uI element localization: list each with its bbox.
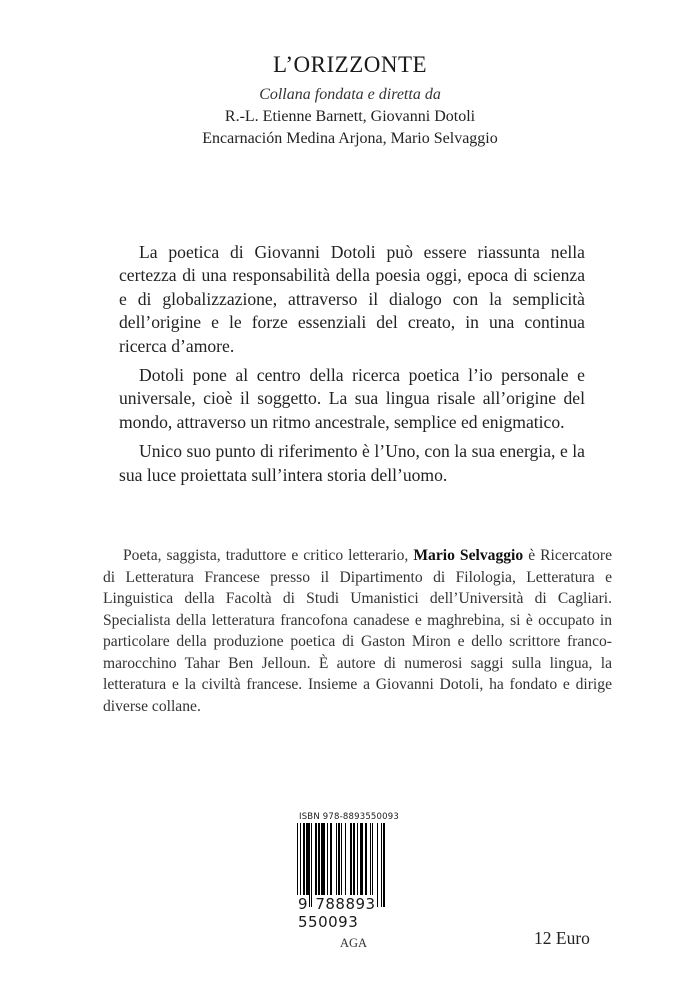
- blurb-paragraph: La poetica di Giovanni Dotoli può essere riassunta nella certezza di una responsabilità della poesia oggi, epoca di scienza e di globalizzazione, attraverso il dialogo con la semplicità dell’origine e le forze essenziali del creato, in una continua ricerca d’amore.: [119, 242, 585, 356]
- bio-paragraph: [103, 545, 612, 717]
- bio-text: è Ricercatore di Letteratura Francese presso il Dipartimento di Filologia, Letteratura e Linguistica della Facoltà di Studi Umanistici dell’Università di Cagliari. Specialista della letteratura francofona canadese e maghrebina, si è occupato in particolare della produzione poetica di Gaston Miron e dello scrittore franco-marocchino Tahar Ben Jelloun. È autore di numerosi saggi sulla lingua, la letteratura e la civiltà francese. Insieme a Giovanni Dotoli, ha fondato e dirige diverse collane.: [103, 547, 612, 715]
- publisher-name: AGA: [340, 936, 368, 950]
- series-title: L’ORIZZONTE: [272, 52, 428, 77]
- blurb-paragraph: Unico suo punto di riferimento è l’Uno, con la sua energia, e la sua luce proiettata sull’intera storia dell’uomo.: [119, 441, 585, 485]
- directors-line-2: Encarnación Medina Arjona, Mario Selvaggio: [202, 130, 498, 147]
- price: 12 Euro: [534, 928, 590, 948]
- bio-intro: Poeta, saggista, traduttore e critico letterario,: [123, 547, 414, 564]
- series-header: [0, 52, 700, 150]
- isbn-digit-prefix: 9: [298, 895, 309, 913]
- isbn-digits: [297, 895, 417, 931]
- blurb-paragraph: Dotoli pone al centro della ricerca poetica l’io personale e universale, cioè il soggetto. La sua lingua risale all’origine del mondo, attraverso un ritmo ancestrale, semplice ed enigmatico.: [119, 365, 585, 432]
- directors-line-1: R.-L. Etienne Barnett, Giovanni Dotoli: [224, 108, 476, 125]
- isbn-digit-group-1: 788893: [315, 895, 376, 913]
- isbn-label: ISBN 978-8893550093: [299, 812, 399, 822]
- isbn-barcode: [297, 812, 417, 931]
- author-bio: [103, 545, 612, 717]
- book-blurb: [119, 241, 585, 493]
- isbn-digit-group-2: 550093: [298, 913, 359, 931]
- series-subtitle: Collana fondata e diretta da: [259, 86, 441, 103]
- author-name: Mario Selvaggio: [413, 547, 524, 564]
